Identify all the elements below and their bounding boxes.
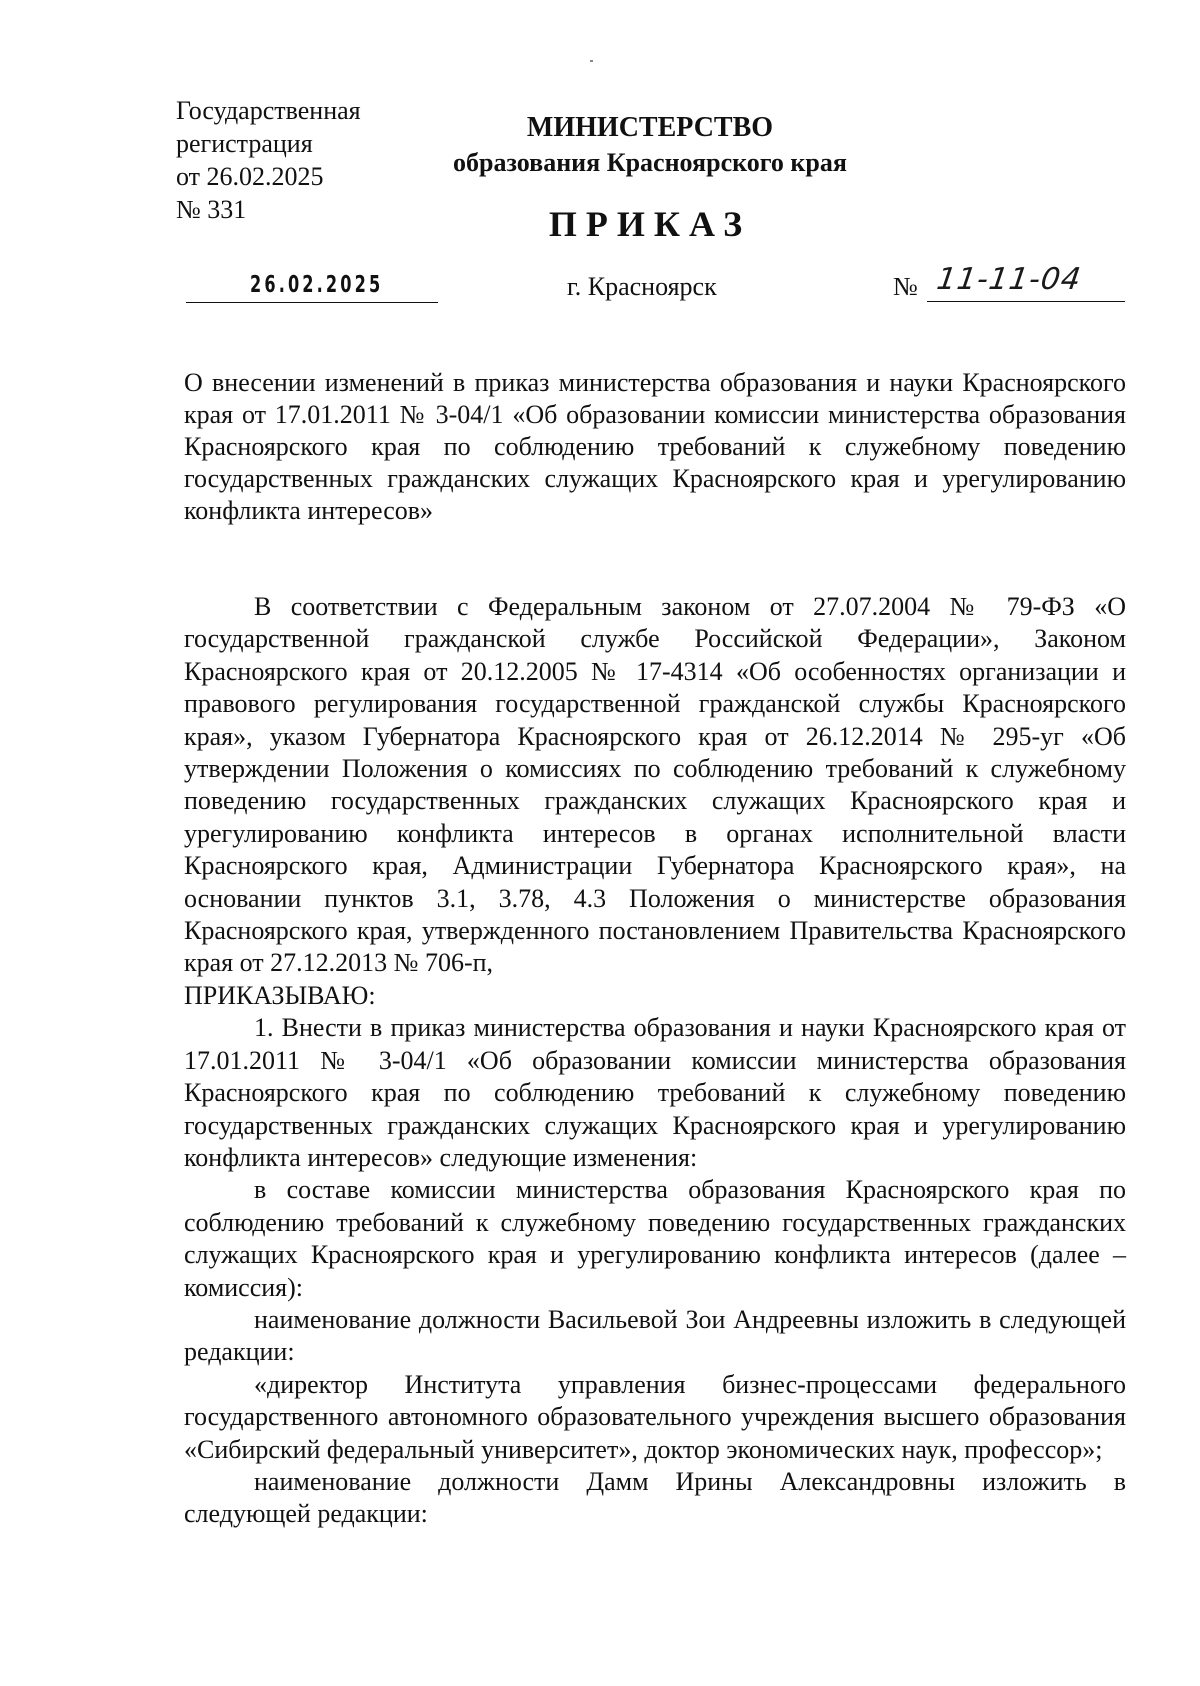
order-city: г. Красноярск <box>567 272 717 301</box>
order-body <box>184 591 1126 1531</box>
registration-line: регистрация <box>176 129 313 158</box>
registration-line: Государственная <box>176 96 361 125</box>
order-subject: О внесении изменений в приказ министерства образования и науки Красноярского края от 17.01.2011 № 3-04/1 «Об образовании комиссии министерства образования Красноярского края по соблюдению требований к служебному поведению государственных гражданских служащих Красноярского края и урегулированию конфликта интересов» <box>184 368 1126 525</box>
ministry-subtitle: образования Красноярского края <box>453 148 847 177</box>
number-underline <box>927 301 1125 302</box>
body-paragraph-vasilyeva: наименование должности Васильевой Зои Андреевны изложить в следующей редакции: <box>184 1304 1126 1367</box>
registration-block <box>176 94 406 226</box>
order-date-field <box>186 272 438 303</box>
body-paragraph-damm: наименование должности Дамм Ирины Александровны изложить в следующей редакции: <box>184 1466 1126 1529</box>
ministry-title: МИНИСТЕРСТВО <box>526 112 774 143</box>
document-type-title: ПРИКАЗ <box>548 204 752 244</box>
body-paragraph-new-title: «директор Института управления бизнес-процессами федерального государственного автономного образовательного учреждения высшего образования «Сибирский федеральный университет», доктор экономических наук, профессор»; <box>184 1369 1126 1464</box>
number-sign: № <box>893 272 918 301</box>
order-number-field <box>893 262 1125 302</box>
scan-speck <box>590 60 593 62</box>
body-paragraph-item-1: 1. Внести в приказ министерства образования и науки Красноярского края от 17.01.2011 № 3-04/1 «Об образовании комиссии министерства образования Красноярского края по соблюдению требований к служебному поведению государственных гражданских служащих Красноярского края и урегулированию конфликта интересов» следующие изменения: <box>184 1013 1126 1172</box>
order-date-stamp: 26.02.2025 <box>250 272 384 298</box>
registration-date: от 26.02.2025 <box>176 162 324 191</box>
ministry-header <box>420 110 880 180</box>
order-number-handwritten: 11-11-04 <box>934 262 1084 297</box>
order-directive-word: ПРИКАЗЫВАЮ: <box>184 980 376 1010</box>
body-paragraph-commission: в составе комиссии министерства образования Красноярского края по соблюдению требований к служебному поведению государственных гражданских служащих Красноярского края и урегулированию конфликта интересов (далее – комиссия): <box>184 1175 1126 1302</box>
registration-number: № 331 <box>176 195 247 224</box>
body-paragraph-basis: В соответствии с Федеральным законом от 27.07.2004 № 79-ФЗ «О государственной гражданской службе Российской Федерации», Законом Красноярского края от 20.12.2005 № 17-4314 «Об особенностях организации и правового регулирования государственной гражданской службы Красноярского края», указом Губернатора Красноярского края от 26.12.2014 № 295-уг «Об утверждении Положения о комиссиях по соблюдению требований к служебному поведению государственных гражданских служащих Красноярского края и урегулированию конфликта интересов в органах исполнительной власти Красноярского края, Администрации Губернатора Красноярского края», на основании пунктов 3.1, 3.78, 4.3 Положения о министерстве образования Красноярского края, утвержденного постановлением Правительства Красноярского края от 27.12.2013 № 706-п, <box>184 592 1126 978</box>
